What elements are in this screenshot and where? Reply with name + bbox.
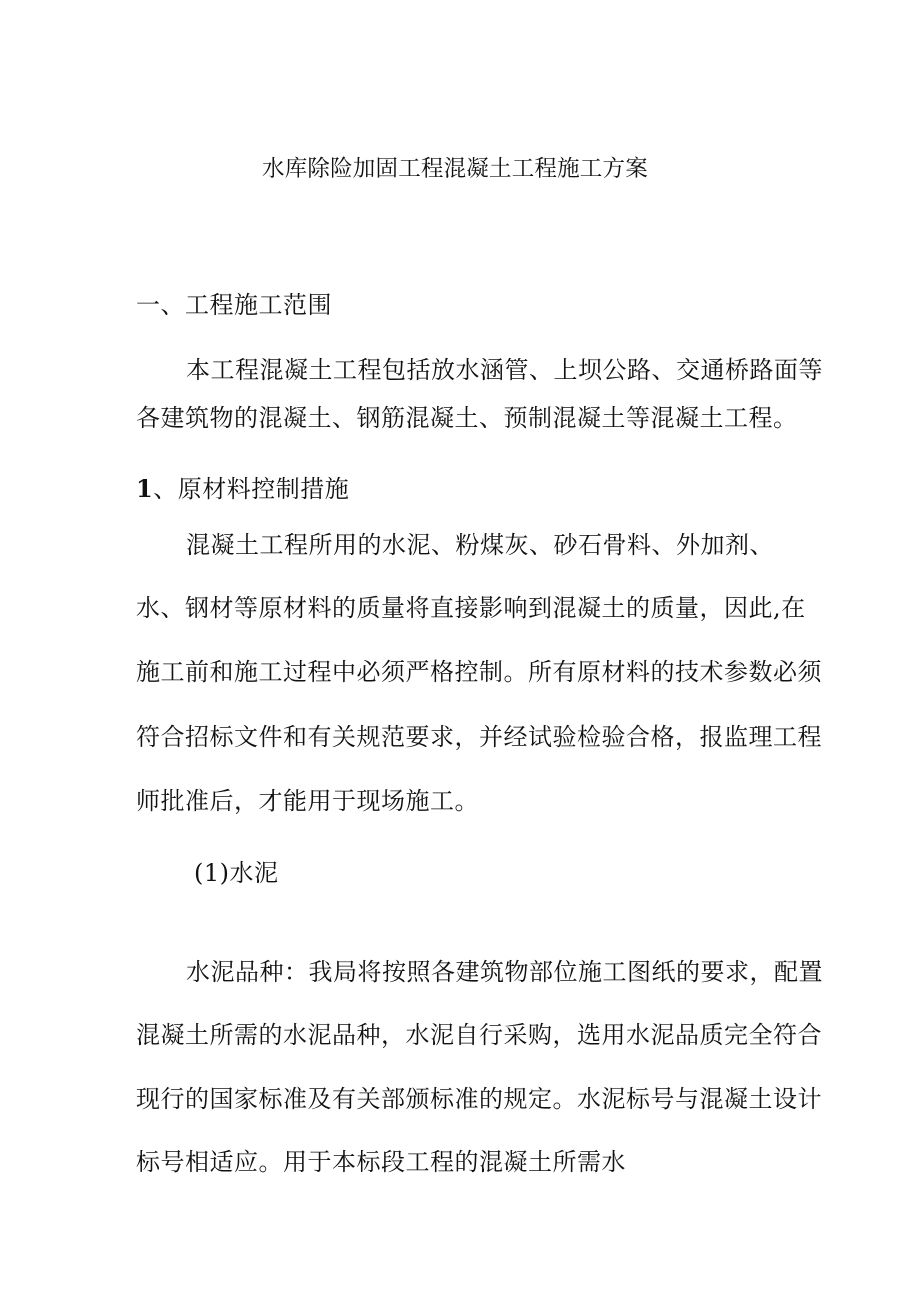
section-heading: 一、工程施工范围 [136,291,332,319]
paragraph-line: 符合招标文件和有关规范要求，并经试验检验合格，报监理工程 [136,723,822,751]
paragraph-line: 标号相适应。用于本标段工程的混凝土所需水 [136,1148,626,1176]
paragraph-line: 本工程混凝土工程包括放水涵管、上坝公路、交通桥路面等 [186,356,823,384]
paragraph-line: 水泥品种：我局将按照各建筑物部位施工图纸的要求，配置 [186,958,823,986]
paragraph-line: 混凝土所需的水泥品种，水泥自行采购，选用水泥品质完全符合 [136,1021,822,1049]
paragraph-line: 混凝土工程所用的水泥、粉煤灰、砂石骨料、外加剂、 [186,531,774,559]
subsection-heading-text: 、原材料控制措施 [153,475,350,503]
item-heading: (1)水泥 [194,859,279,887]
paragraph-line: 水、钢材等原材料的质量将直接影响到混凝土的质量，因此,在 [136,594,806,622]
subsection-heading [136,474,349,504]
paragraph-line: 师批准后，才能用于现场施工。 [136,787,479,815]
subsection-number: 1 [136,474,154,503]
paragraph-line: 各建筑物的混凝土、钢筋混凝土、预制混凝土等混凝土工程。 [136,404,798,432]
paragraph-line: 现行的国家标准及有关部颁标准的规定。水泥标号与混凝土设计 [136,1085,822,1113]
document-title: 水库除险加固工程混凝土工程施工方案 [262,156,648,182]
paragraph-line: 施工前和施工过程中必须严格控制。所有原材料的技术参数必须 [136,658,822,686]
